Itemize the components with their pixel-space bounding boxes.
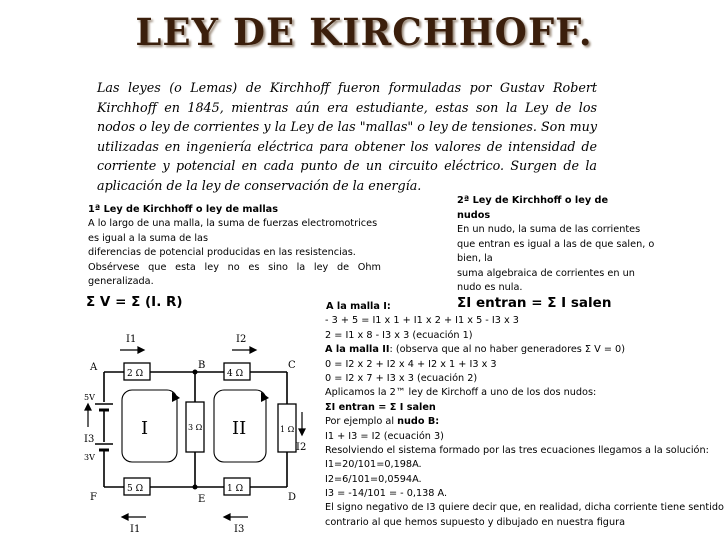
law2-line: que entran es igual a las de que salen, o — [457, 238, 655, 250]
resistor-label: 2 Ω — [127, 369, 144, 379]
law2-block — [457, 194, 689, 296]
resistor-label: 4 Ω — [227, 369, 244, 379]
law1-line: es igual a la suma de las — [88, 232, 209, 244]
calc-heading: A la malla I: — [326, 301, 391, 312]
resistor-label: 1 Ω — [280, 425, 295, 434]
current-label: I1 — [130, 524, 141, 535]
current-label: I3 — [234, 524, 245, 535]
current-label: I2 — [296, 442, 306, 453]
law2-line: En un nudo, la suma de las corrientes — [457, 224, 641, 235]
calculation-block — [325, 300, 725, 530]
current-arrow-head — [122, 514, 128, 520]
node-label: E — [198, 494, 206, 505]
node-label: A — [90, 362, 98, 373]
calc-line: I1 + I3 = I2 (ecuación 3) — [325, 430, 444, 442]
calc-line: 0 = I2 x 7 + I3 x 3 (ecuación 2) — [325, 372, 478, 384]
current-arrow-head — [85, 404, 91, 410]
law1-line: A lo largo de una malla, la suma de fuerzas electromotrices — [88, 218, 378, 229]
current-label: I3 — [84, 434, 95, 445]
calc-line: contrario al que hemos supuesto y dibujado en nuestra figura — [325, 516, 626, 528]
law1-line: generalizada. — [88, 276, 154, 287]
intro-paragraph: Las leyes (o Lemas) de Kirchhoff fueron formuladas por Gustav Robert Kirchhoff en 1845, mientras aún era estudiante, estas son la Ley de los nodos o ley de corrientes y la Ley de las "mallas" o ley de tensiones. Son muy utilizadas en ingeniería eléctrica para obtener los valores de intensidad de corriente y potencial en cada punto de un circuito eléctrico. Surgen de la aplicación de la ley de conservación de la energía. — [97, 80, 597, 193]
page-title: LEY DE KIRCHHOFF. — [135, 10, 593, 54]
resistor-label: 1 Ω — [227, 484, 244, 494]
resistor-label: 3 Ω — [188, 423, 203, 432]
calc-line: I1=20/101=0,198A. — [325, 459, 422, 471]
calc-line: 0 = I2 x 2 + I2 x 4 + I2 x 1 + I3 x 3 — [325, 358, 497, 370]
mesh-label: II — [232, 418, 247, 439]
current-label: I2 — [236, 334, 247, 345]
current-arrow-head — [138, 347, 144, 353]
calc-line: : (observa que al no haber generadores Σ V = 0) — [389, 344, 625, 356]
law2-title: nudos — [457, 209, 491, 221]
source-label: 3V — [84, 453, 95, 462]
calc-line: Aplicamos la 2™ ley de Kirchoff a uno de los dos nudos: — [325, 387, 597, 399]
law2-line: suma algebraica de corrientes en un — [457, 267, 635, 279]
calc-heading: A la malla II — [325, 344, 390, 356]
node-label: D — [288, 492, 297, 503]
calc-formula: ΣI entran = Σ I salen — [325, 401, 436, 413]
mesh-label: I — [141, 418, 149, 439]
calc-line: I3 = -14/101 = - 0,138 A. — [325, 488, 448, 500]
calc-line: - 3 + 5 = I1 x 1 + I1 x 2 + I1 x 5 - I3 x 3 — [325, 315, 519, 327]
law1-title: 1ª Ley de Kirchhoff o ley de mallas — [88, 204, 278, 215]
current-arrow-head — [224, 514, 230, 520]
source-label: 5V — [84, 393, 95, 402]
calc-line: Por ejemplo al — [325, 416, 398, 428]
current-arrow-head — [250, 347, 256, 353]
law1-line: Obsérvese que esta ley no es sino la ley de Ohm — [88, 261, 381, 273]
node-label: F — [90, 492, 97, 503]
resistor-label: 5 Ω — [127, 484, 144, 494]
node-label: C — [288, 360, 296, 371]
circuit-diagram — [84, 322, 306, 542]
junction-node-b — [193, 370, 198, 375]
law2-formula: ΣI entran = Σ I salen — [457, 295, 612, 311]
calc-line: I2=6/101=0,0594A. — [325, 473, 422, 485]
mesh-arrow-icon — [261, 392, 269, 402]
node-label: B — [198, 360, 206, 371]
law2-title: 2ª Ley de Kirchhoff o ley de — [457, 195, 609, 206]
calc-line: 2 = I1 x 8 - I3 x 3 (ecuación 1) — [325, 329, 473, 341]
mesh-arrow-icon — [172, 392, 180, 402]
law1-body — [88, 217, 381, 290]
junction-node-e — [193, 485, 198, 490]
calc-heading: nudo B: — [397, 416, 440, 428]
law1-formula: Σ V = Σ (I. R) — [86, 294, 183, 310]
law1-line: diferencias de potencial producidas en las resistencias. — [88, 247, 356, 258]
law2-line: nudo es nula. — [457, 282, 523, 293]
mesh-loop-1 — [122, 390, 177, 462]
calc-line: El signo negativo de I3 quiere decir que, en realidad, dicha corriente tiene sentido — [325, 502, 724, 514]
calc-line: Resolviendo el sistema formado por las tres ecuaciones llegamos a la solución: — [325, 444, 709, 456]
current-label: I1 — [126, 334, 137, 345]
current-arrow-head — [299, 429, 305, 435]
law2-line: bien, la — [457, 253, 493, 264]
